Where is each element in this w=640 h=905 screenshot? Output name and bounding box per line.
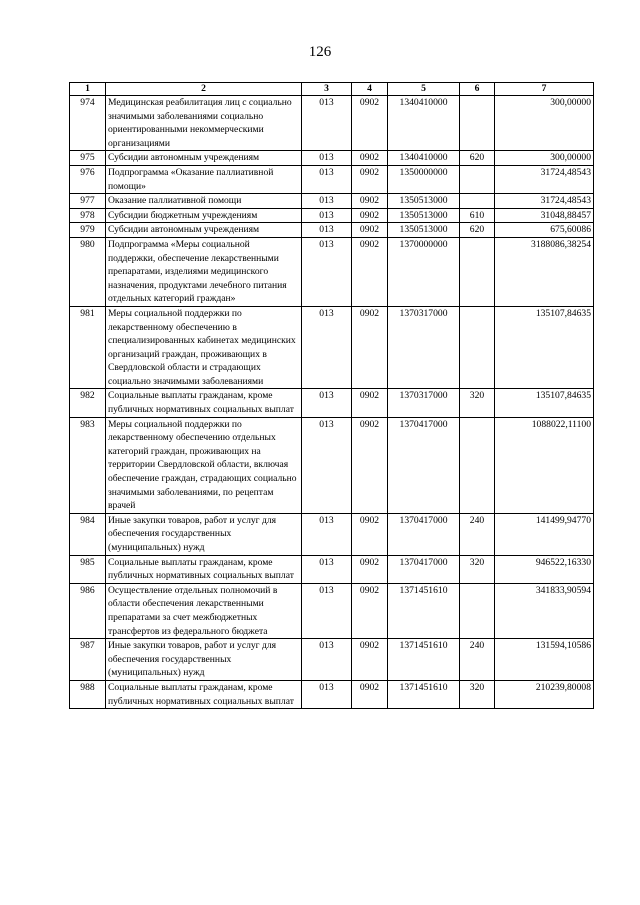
row-amount: 31724,48543	[495, 194, 594, 209]
row-number: 980	[70, 237, 106, 306]
row-target-article: 1370317000	[388, 306, 460, 389]
row-ministry-code: 013	[302, 417, 352, 513]
row-expense-type	[460, 194, 495, 209]
row-target-article: 1371451610	[388, 583, 460, 638]
row-number: 977	[70, 194, 106, 209]
row-amount: 210239,80008	[495, 680, 594, 708]
table-row	[70, 165, 594, 193]
row-name: Субсидии бюджетным учреждениям	[106, 208, 302, 223]
row-section-code: 0902	[352, 555, 388, 583]
row-number: 979	[70, 223, 106, 238]
column-header: 6	[460, 83, 495, 96]
row-target-article: 1340410000	[388, 96, 460, 151]
row-ministry-code: 013	[302, 680, 352, 708]
row-number: 988	[70, 680, 106, 708]
row-amount: 31048,88457	[495, 208, 594, 223]
column-header: 2	[106, 83, 302, 96]
row-number: 983	[70, 417, 106, 513]
row-amount: 135107,84635	[495, 389, 594, 417]
row-expense-type: 240	[460, 513, 495, 555]
row-number: 987	[70, 639, 106, 681]
row-expense-type: 620	[460, 151, 495, 166]
row-target-article: 1350513000	[388, 208, 460, 223]
row-name: Меры социальной поддержки по лекарственному обеспечению в специализированных кабинетах медицинских организаций граждан, проживающих в Свердловской области и страдающих социально значимыми заболеваниями	[106, 306, 302, 389]
row-amount: 141499,94770	[495, 513, 594, 555]
table-row	[70, 306, 594, 389]
row-name: Субсидии автономным учреждениям	[106, 223, 302, 238]
table-row	[70, 680, 594, 708]
row-amount: 675,60086	[495, 223, 594, 238]
row-ministry-code: 013	[302, 555, 352, 583]
row-amount: 1088022,11100	[495, 417, 594, 513]
row-expense-type	[460, 306, 495, 389]
row-target-article: 1350000000	[388, 165, 460, 193]
row-amount: 946522,16330	[495, 555, 594, 583]
row-ministry-code: 013	[302, 513, 352, 555]
row-name: Меры социальной поддержки по лекарственному обеспечению отдельных категорий граждан, проживающих на территории Свердловской области, включая обеспечение граждан, страдающих социально значимыми заболеваниями, по рецептам врачей	[106, 417, 302, 513]
row-name: Осуществление отдельных полномочий в области обеспечения лекарственными препаратами за счет межбюджетных трансфертов из федерального бюджета	[106, 583, 302, 638]
row-number: 982	[70, 389, 106, 417]
row-amount: 131594,10586	[495, 639, 594, 681]
row-name: Подпрограмма «Оказание паллиативной помощи»	[106, 165, 302, 193]
row-ministry-code: 013	[302, 237, 352, 306]
row-section-code: 0902	[352, 389, 388, 417]
table-header-row	[70, 83, 594, 96]
row-ministry-code: 013	[302, 389, 352, 417]
row-name: Оказание паллиативной помощи	[106, 194, 302, 209]
row-section-code: 0902	[352, 151, 388, 166]
row-number: 984	[70, 513, 106, 555]
table-row	[70, 194, 594, 209]
row-target-article: 1371451610	[388, 639, 460, 681]
row-amount: 3188086,38254	[495, 237, 594, 306]
row-ministry-code: 013	[302, 583, 352, 638]
row-target-article: 1350513000	[388, 223, 460, 238]
row-target-article: 1370317000	[388, 389, 460, 417]
row-amount: 300,00000	[495, 96, 594, 151]
row-amount: 341833,90594	[495, 583, 594, 638]
row-ministry-code: 013	[302, 151, 352, 166]
row-ministry-code: 013	[302, 165, 352, 193]
table-row	[70, 208, 594, 223]
row-expense-type: 320	[460, 680, 495, 708]
row-ministry-code: 013	[302, 306, 352, 389]
budget-table	[69, 82, 594, 709]
row-expense-type: 620	[460, 223, 495, 238]
row-name: Медицинская реабилитация лиц с социально значимыми заболеваниями социально ориентированными некоммерческими организациями	[106, 96, 302, 151]
row-ministry-code: 013	[302, 96, 352, 151]
row-section-code: 0902	[352, 194, 388, 209]
row-section-code: 0902	[352, 96, 388, 151]
row-number: 976	[70, 165, 106, 193]
table-row	[70, 223, 594, 238]
row-expense-type: 320	[460, 389, 495, 417]
row-amount: 135107,84635	[495, 306, 594, 389]
row-section-code: 0902	[352, 680, 388, 708]
row-target-article: 1370417000	[388, 417, 460, 513]
table-row	[70, 555, 594, 583]
row-ministry-code: 013	[302, 194, 352, 209]
table-row	[70, 151, 594, 166]
row-number: 978	[70, 208, 106, 223]
row-expense-type	[460, 165, 495, 193]
row-name: Социальные выплаты гражданам, кроме публичных нормативных социальных выплат	[106, 389, 302, 417]
row-section-code: 0902	[352, 208, 388, 223]
row-amount: 300,00000	[495, 151, 594, 166]
row-section-code: 0902	[352, 583, 388, 638]
row-number: 975	[70, 151, 106, 166]
row-target-article: 1340410000	[388, 151, 460, 166]
row-number: 985	[70, 555, 106, 583]
table-row	[70, 96, 594, 151]
row-expense-type: 320	[460, 555, 495, 583]
row-name: Социальные выплаты гражданам, кроме публичных нормативных социальных выплат	[106, 680, 302, 708]
row-number: 981	[70, 306, 106, 389]
row-target-article: 1350513000	[388, 194, 460, 209]
table-row	[70, 417, 594, 513]
row-expense-type	[460, 583, 495, 638]
row-expense-type: 240	[460, 639, 495, 681]
row-name: Иные закупки товаров, работ и услуг для обеспечения государственных (муниципальных) нужд	[106, 513, 302, 555]
row-section-code: 0902	[352, 306, 388, 389]
row-section-code: 0902	[352, 639, 388, 681]
row-section-code: 0902	[352, 237, 388, 306]
column-header: 7	[495, 83, 594, 96]
row-target-article: 1370000000	[388, 237, 460, 306]
row-name: Иные закупки товаров, работ и услуг для обеспечения государственных (муниципальных) нужд	[106, 639, 302, 681]
row-ministry-code: 013	[302, 639, 352, 681]
row-expense-type: 610	[460, 208, 495, 223]
row-target-article: 1370417000	[388, 555, 460, 583]
table-row	[70, 513, 594, 555]
table-row	[70, 583, 594, 638]
row-name: Подпрограмма «Меры социальной поддержки, обеспечение лекарственными препаратами, изделиями медицинского назначения, продуктами лечебного питания отдельных категорий граждан»	[106, 237, 302, 306]
row-target-article: 1371451610	[388, 680, 460, 708]
row-number: 986	[70, 583, 106, 638]
row-number: 974	[70, 96, 106, 151]
row-target-article: 1370417000	[388, 513, 460, 555]
row-amount: 31724,48543	[495, 165, 594, 193]
row-section-code: 0902	[352, 223, 388, 238]
row-expense-type	[460, 237, 495, 306]
row-ministry-code: 013	[302, 223, 352, 238]
column-header: 4	[352, 83, 388, 96]
column-header: 3	[302, 83, 352, 96]
table-row	[70, 639, 594, 681]
page-number: 126	[308, 44, 332, 60]
row-section-code: 0902	[352, 165, 388, 193]
row-expense-type	[460, 417, 495, 513]
row-name: Социальные выплаты гражданам, кроме публичных нормативных социальных выплат	[106, 555, 302, 583]
row-ministry-code: 013	[302, 208, 352, 223]
table-row	[70, 389, 594, 417]
column-header: 1	[70, 83, 106, 96]
row-name: Субсидии автономным учреждениям	[106, 151, 302, 166]
table-row	[70, 237, 594, 306]
row-section-code: 0902	[352, 513, 388, 555]
table-body	[70, 96, 594, 709]
row-expense-type	[460, 96, 495, 151]
column-header: 5	[388, 83, 460, 96]
row-section-code: 0902	[352, 417, 388, 513]
